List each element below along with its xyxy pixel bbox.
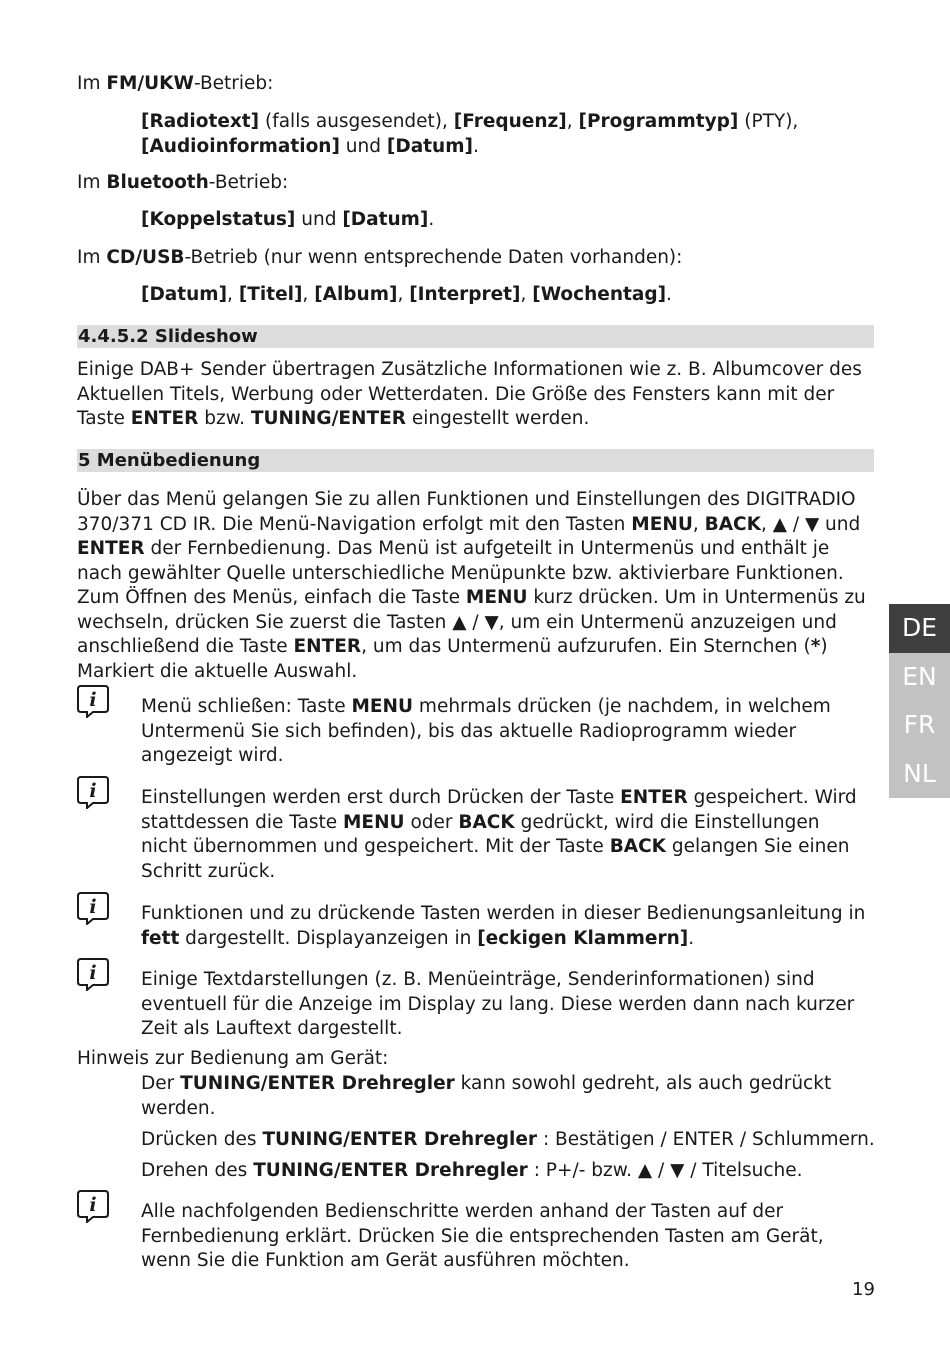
info-icon <box>76 684 110 718</box>
bold-run: MENU <box>465 587 528 608</box>
svg-text:i: i <box>89 689 97 711</box>
text-run: oder <box>404 811 459 833</box>
fm-line-mode: FM/UKW <box>106 73 194 94</box>
page-number: 19 <box>852 1279 875 1300</box>
bold-run: fett <box>141 927 180 949</box>
bold-run: [Programmtyp] <box>578 111 739 132</box>
text-run: Drücken des <box>141 1129 263 1150</box>
bold-run: [Datum] <box>141 284 228 305</box>
bold-run: [Interpret] <box>409 284 521 305</box>
menu-heading: 5 Menübedienung <box>77 449 874 472</box>
bold-run: BACK <box>609 836 667 857</box>
text-run: , um das Untermenü aufzurufen. Ein Sternchen ( <box>361 636 811 657</box>
bold-run: [Radiotext] <box>141 111 260 132</box>
device-line <box>141 1072 841 1121</box>
cd-usb-mode-line <box>77 246 877 271</box>
info-icon <box>76 891 110 925</box>
text-run: (PTY), <box>738 111 799 132</box>
cd-usb-display-items <box>141 283 876 308</box>
bold-run: [Titel] <box>238 284 303 305</box>
text-run: (falls ausgesendet), <box>259 111 454 132</box>
text-run: und <box>295 209 343 230</box>
cd-line-mode: CD/USB <box>106 247 185 268</box>
fm-line-pre: Im <box>77 73 107 94</box>
note-bold-notation <box>141 902 879 951</box>
text-run: Funktionen und zu drückende Tasten werden in dieser Bedienungsanleitung in <box>141 903 866 924</box>
bold-run: [Frequenz] <box>453 111 567 132</box>
info-icon <box>76 1189 110 1223</box>
bold-run: TUNING/ENTER <box>250 408 406 429</box>
text-run: . <box>666 284 672 305</box>
bold-run: [Wochentag] <box>532 284 667 305</box>
text-run: , <box>302 284 315 305</box>
device-line <box>141 1159 876 1184</box>
slideshow-heading: 4.4.5.2 Slideshow <box>77 325 874 348</box>
bluetooth-mode-line <box>77 171 877 196</box>
svg-text:i: i <box>89 1194 97 1216</box>
bold-run: [eckigen Klammern] <box>477 927 689 949</box>
cd-line-pre: Im <box>77 247 107 268</box>
svg-text:i: i <box>89 780 97 802</box>
text-run: , <box>227 284 239 305</box>
text-run: gelangen Sie einen Schritt zurück. <box>141 836 850 882</box>
bold-run: MENU <box>631 513 693 535</box>
text-run: kann sowohl gedreht, als auch gedrückt werden. <box>141 1073 832 1119</box>
language-tab-fr[interactable]: FR <box>889 701 950 750</box>
bold-run: MENU <box>351 696 414 717</box>
text-run: Einstellungen werden erst durch Drücken der Taste <box>141 787 621 808</box>
note-menu-close <box>141 695 841 769</box>
bt-line-post: -Betrieb: <box>208 172 289 193</box>
text-run: . <box>428 209 435 230</box>
device-intro: Hinweis zur Bedienung am Gerät: <box>77 1048 389 1069</box>
svg-text:i: i <box>89 962 97 984</box>
bold-run: BACK <box>458 811 515 833</box>
text-run: eingestellt werden. <box>405 408 590 429</box>
bt-line-mode: Bluetooth <box>106 172 209 193</box>
text-run: Alle nachfolgenden Bedienschritte werden anhand der Tasten auf der Fernbedienung erklärt. Drücken Sie die entsprechenden Tasten am Gerät, wenn Sie die Funktion am Gerät ausführen möchten. <box>141 1201 824 1271</box>
text-run: gespeichert. Wird stattdessen die Taste <box>141 787 857 833</box>
svg-text:i: i <box>89 896 97 918</box>
text-run: , <box>397 284 410 305</box>
text-run: , <box>566 111 579 132</box>
language-tab-de[interactable]: DE <box>889 604 950 653</box>
text-run: dargestellt. Displayanzeigen in <box>179 927 478 949</box>
text-run: mehrmals drücken (je nachdem, in welchem Untermenü Sie sich befinden), bis das aktuelle Radioprogramm wieder angezeigt wird. <box>141 696 831 766</box>
text-run: kurz drücken. Um in Untermenüs zu wechseln, drücken Sie zuerst die Tasten ▲ / ▼, um ein Untermenü anzuzeigen und anschließend die Taste <box>77 587 866 657</box>
bold-run: [Album] <box>314 284 398 305</box>
text-run: . <box>688 927 695 949</box>
text-run: und <box>339 135 387 157</box>
bold-run: TUNING/ENTER Drehregler <box>180 1073 455 1094</box>
text-run: Menü schließen: Taste <box>141 696 352 717</box>
text-run: Einige Textdarstellungen (z. B. Menüeinträge, Senderinformationen) sind eventuell für die Anzeige im Display zu lang. Diese werden dann nach kurzer Zeit als Lauftext dargestellt. <box>141 969 855 1039</box>
bold-run: TUNING/ENTER Drehregler <box>262 1129 538 1150</box>
device-line <box>141 1128 876 1153</box>
note-scrolling-text <box>141 968 861 1042</box>
note-remote-control <box>141 1200 841 1274</box>
menu-paragraph <box>77 488 877 684</box>
bold-run: ENTER <box>130 408 199 429</box>
text-run: Einige DAB+ Sender übertragen Zusätzliche Informationen wie z. B. Albumcover des Aktuellen Titels, Werbung oder Wetterdaten. Die Größe des Fensters kann mit der Taste <box>77 359 862 429</box>
fm-display-items <box>141 110 876 159</box>
bold-run: ENTER <box>77 538 145 559</box>
text-run: gedrückt, wird die Einstellungen nicht übernommen und gespeichert. Mit der Taste <box>141 811 820 857</box>
info-icon <box>76 775 110 809</box>
cd-line-post: -Betrieb (nur wenn entsprechende Daten vorhanden): <box>184 247 683 268</box>
bold-run: * <box>810 636 821 657</box>
text-run: ) Markiert die aktuelle Auswahl. <box>77 636 828 682</box>
bold-run: ENTER <box>620 787 688 808</box>
bluetooth-display-items <box>141 208 876 233</box>
text-run: . <box>472 135 479 157</box>
text-run: Der <box>141 1073 181 1094</box>
info-icon <box>76 957 110 991</box>
text-run: , <box>520 284 533 305</box>
fm-line-post: -Betrieb: <box>193 73 274 94</box>
bold-run: TUNING/ENTER Drehregler <box>253 1160 528 1181</box>
language-tab-en[interactable]: EN <box>889 653 950 702</box>
bold-run: [Audioinformation] <box>141 135 340 157</box>
bold-run: BACK <box>704 513 761 535</box>
text-run: , <box>692 513 705 535</box>
fm-mode-line <box>77 72 877 97</box>
bold-run: [Datum] <box>342 209 429 230</box>
bold-run: ENTER <box>293 636 362 657</box>
note-settings-save <box>141 786 869 884</box>
language-tabs <box>889 604 950 798</box>
text-run: der Fernbedienung. Das Menü ist aufgeteilt in Untermenüs und enthält je nach gewählter Quelle unterschiedliche Menüpunkte bzw. aktivierbare Funktionen. Zum Öffnen des Menüs, einfach die Taste <box>77 538 844 608</box>
text-run: Drehen des <box>141 1160 254 1181</box>
text-run: : P+/- bzw. ▲ / ▼ / Titelsuche. <box>527 1160 803 1181</box>
slideshow-paragraph <box>77 358 867 432</box>
bold-run: MENU <box>343 811 405 833</box>
text-run: Über das Menü gelangen Sie zu allen Funktionen und Einstellungen des DIGITRADIO 370/371 CD IR. Die Menü-Navigation erfolgt mit den Tasten <box>77 489 856 535</box>
text-run: , ▲ / ▼ und <box>760 513 861 535</box>
language-tab-nl[interactable]: NL <box>889 750 950 799</box>
bold-run: [Datum] <box>386 135 473 157</box>
text-run: : Bestätigen / ENTER / Schlummern. <box>537 1129 875 1150</box>
text-run: bzw. <box>198 408 251 429</box>
bt-line-pre: Im <box>77 172 107 193</box>
bold-run: [Koppelstatus] <box>141 209 296 230</box>
